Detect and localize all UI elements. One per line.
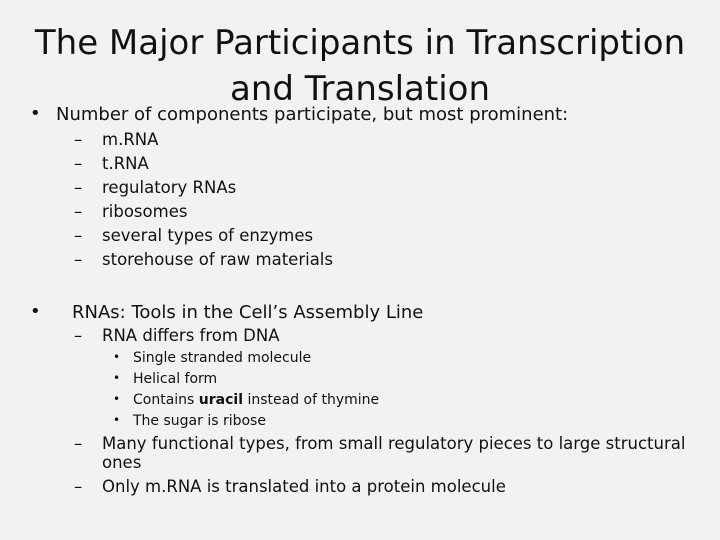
- section2-heading: RNAs: Tools in the Cell’s Assembly Line: [72, 302, 424, 323]
- dot-icon: •: [113, 371, 121, 385]
- bullet-icon: •: [30, 103, 41, 124]
- list-item: storehouse of raw materials: [102, 250, 333, 269]
- dot-icon: •: [113, 350, 121, 364]
- list-item: regulatory RNAs: [102, 178, 237, 197]
- dot-icon: •: [113, 413, 121, 427]
- dash-icon: –: [74, 154, 83, 173]
- dash-icon: –: [74, 130, 83, 149]
- sub-item-only-mrna: Only m.RNA is translated into a protein molecule: [102, 477, 506, 496]
- list-item: several types of enzymes: [102, 226, 314, 245]
- list-item-text: instead of thymine: [243, 392, 380, 408]
- list-item: Single stranded molecule: [133, 350, 312, 366]
- list-item: Helical form: [133, 371, 218, 387]
- list-item: m.RNA: [102, 130, 159, 149]
- list-item: The sugar is ribose: [133, 413, 266, 429]
- section1-heading: Number of components participate, but most prominent:: [56, 104, 569, 125]
- bold-word: uracil: [198, 392, 244, 408]
- list-item: t.RNA: [102, 154, 149, 173]
- slide-title: The Major Participants in Transcription and Translation: [34, 23, 686, 109]
- sub-item-rna-differs: RNA differs from DNA: [102, 326, 280, 345]
- sub-item-functional-types: Many functional types, from small regulatory pieces to large structural: [102, 434, 686, 453]
- dash-icon: –: [74, 226, 83, 245]
- list-item: [133, 392, 379, 408]
- dot-icon: •: [113, 392, 121, 406]
- sub-item-functional-types-cont: ones: [102, 453, 142, 472]
- list-item: ribosomes: [102, 202, 188, 221]
- dash-icon: –: [74, 202, 83, 221]
- bullet-icon: •: [30, 301, 41, 322]
- dash-icon: –: [74, 250, 83, 269]
- dash-icon: –: [74, 326, 83, 345]
- dash-icon: –: [74, 434, 83, 453]
- dash-icon: –: [74, 178, 83, 197]
- list-item-text: Contains: [133, 392, 199, 408]
- dash-icon: –: [74, 477, 83, 496]
